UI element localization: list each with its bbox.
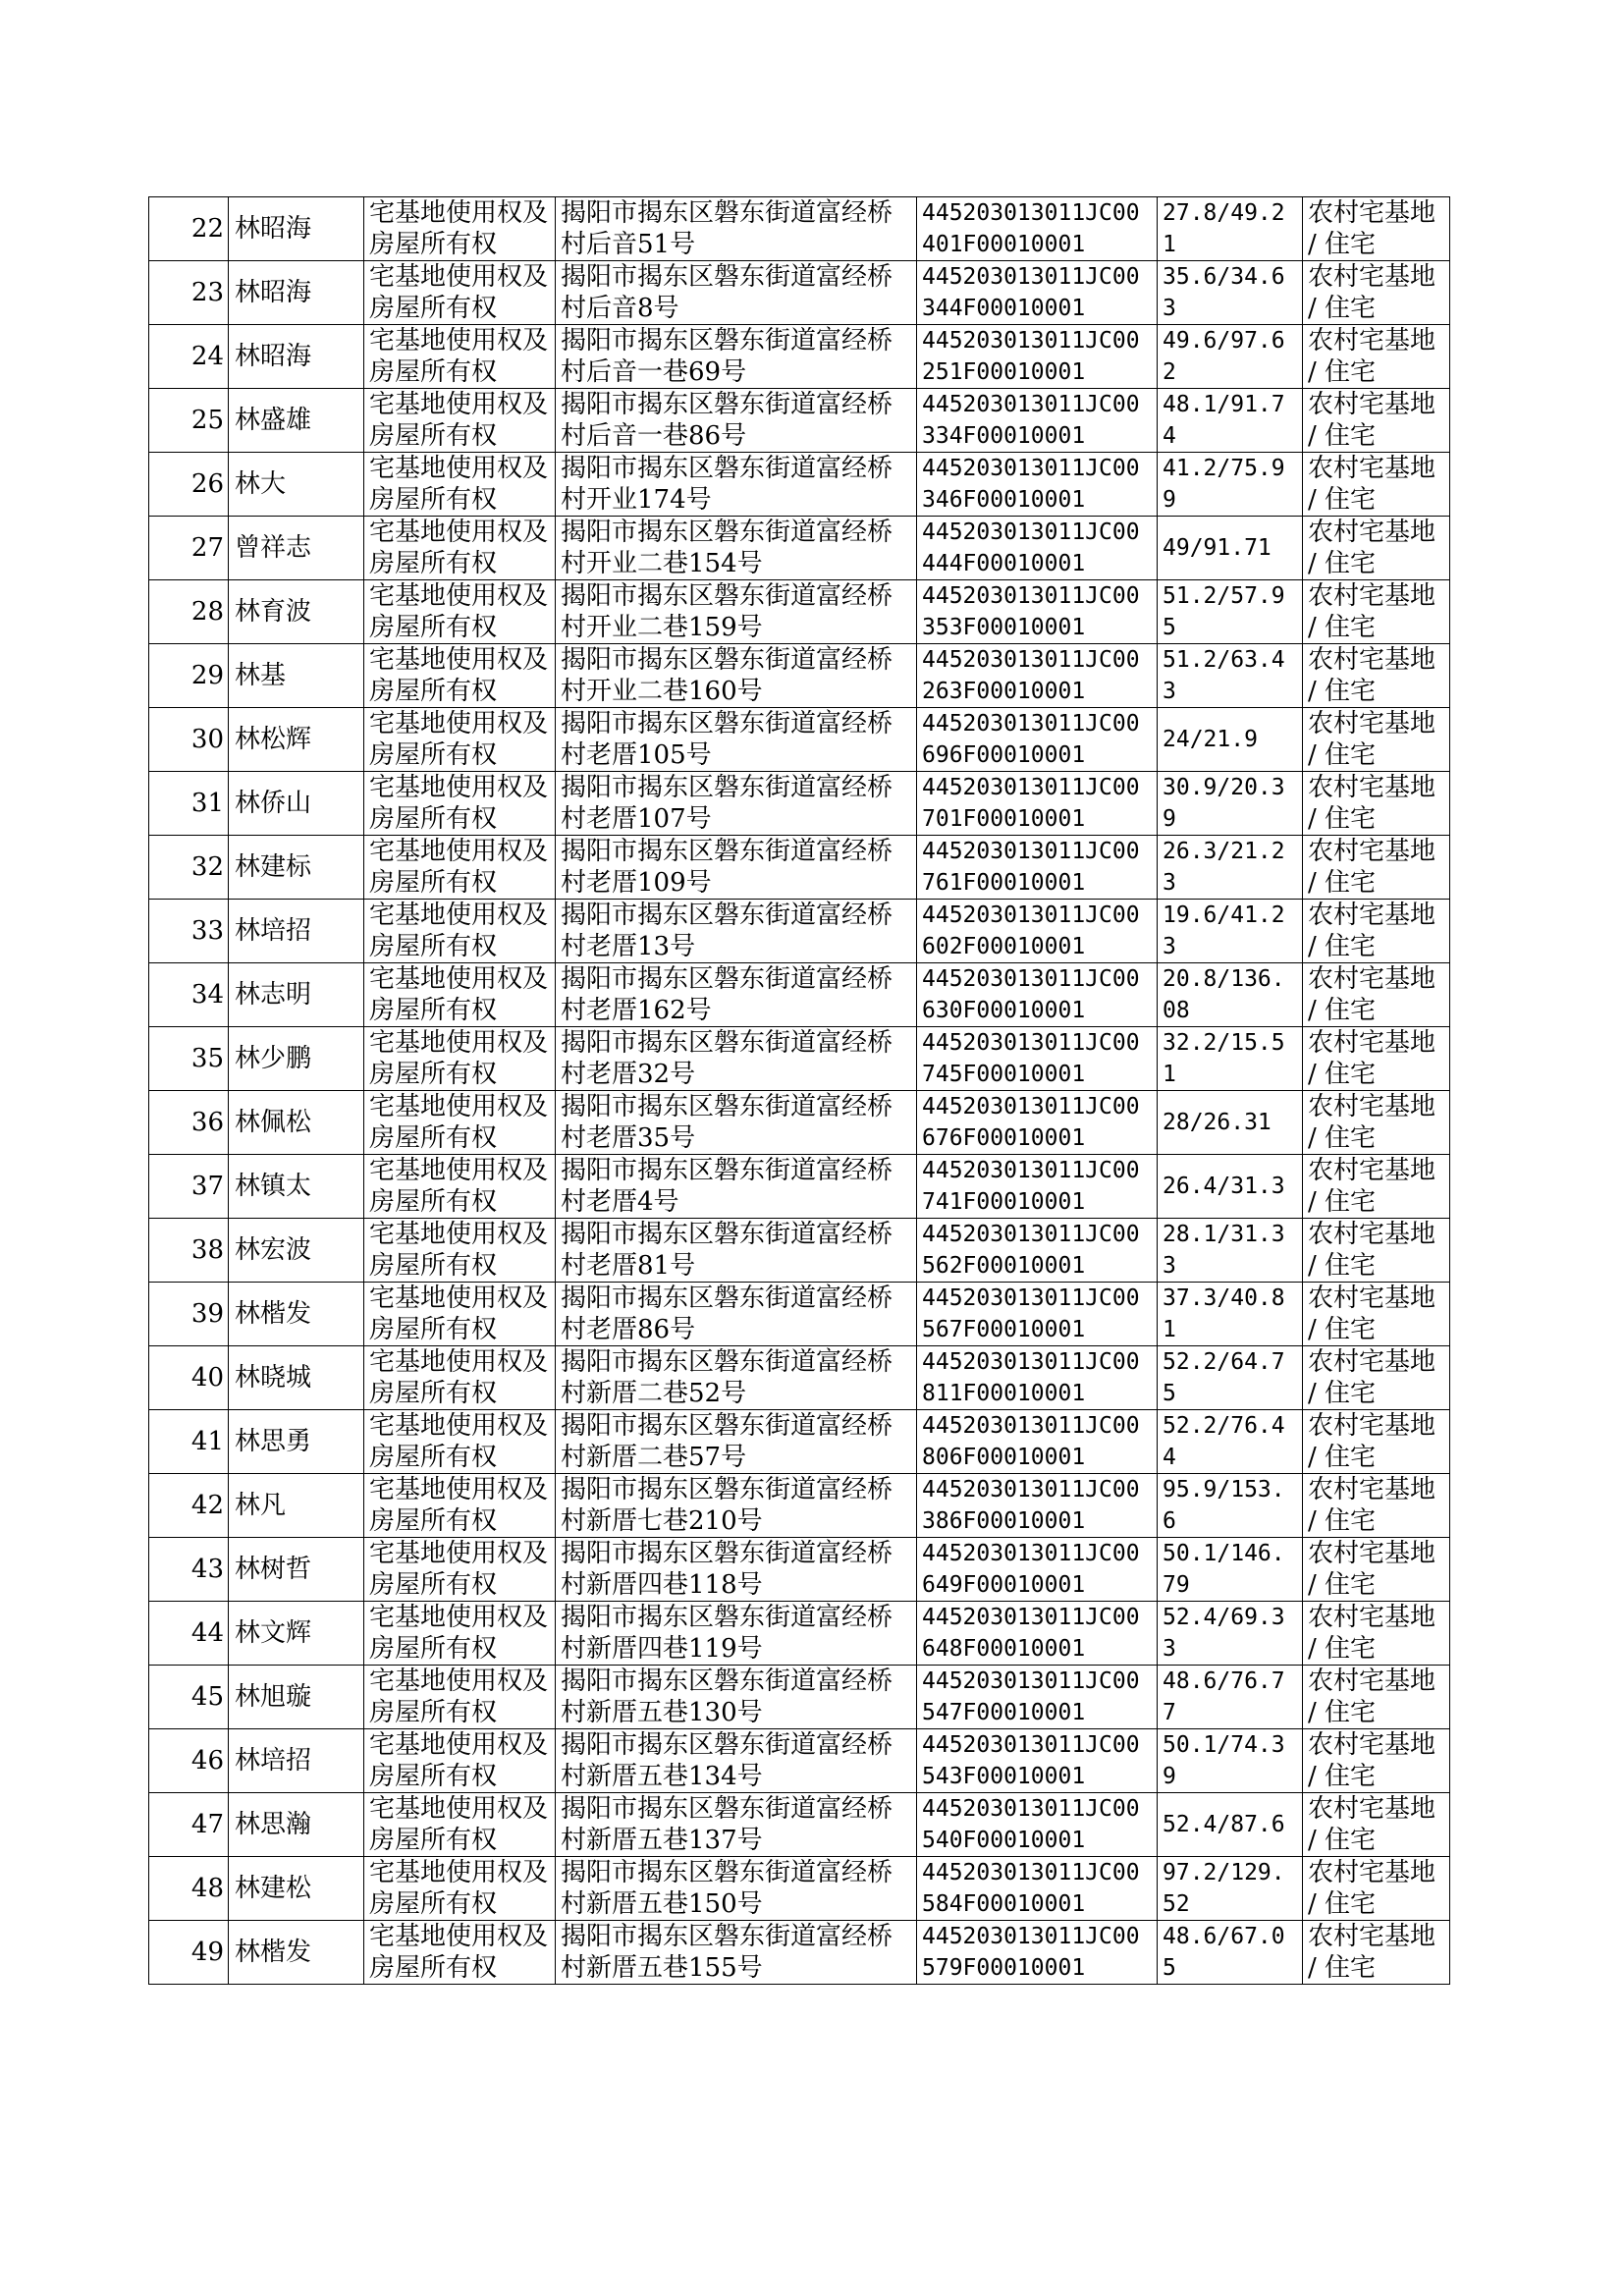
owner-name-cell: 林镇太 xyxy=(229,1155,364,1219)
unit-number-cell: 445203013011JC00676F00010001 xyxy=(917,1091,1158,1155)
unit-number-cell: 445203013011JC00741F00010001 xyxy=(917,1155,1158,1219)
location-cell: 揭阳市揭东区磐东街道富经桥村后音一巷86号 xyxy=(556,389,917,453)
unit-number-cell: 445203013011JC00346F00010001 xyxy=(917,453,1158,517)
owner-name-cell: 林宏波 xyxy=(229,1219,364,1283)
table-row xyxy=(149,197,1450,261)
table-row xyxy=(149,1602,1450,1666)
owner-name-cell: 林思勇 xyxy=(229,1410,364,1474)
table-body xyxy=(149,197,1450,1985)
owner-name-cell: 林昭海 xyxy=(229,325,364,389)
unit-number-cell: 445203013011JC00251F00010001 xyxy=(917,325,1158,389)
row-number-cell: 38 xyxy=(149,1219,229,1283)
table-row xyxy=(149,1666,1450,1729)
table-row xyxy=(149,1027,1450,1091)
unit-number-cell: 445203013011JC00602F00010001 xyxy=(917,900,1158,963)
location-cell: 揭阳市揭东区磐东街道富经桥村老厝13号 xyxy=(556,900,917,963)
location-cell: 揭阳市揭东区磐东街道富经桥村后音8号 xyxy=(556,261,917,325)
unit-number-cell: 445203013011JC00567F00010001 xyxy=(917,1283,1158,1346)
unit-number-cell: 445203013011JC00649F00010001 xyxy=(917,1538,1158,1602)
table-row xyxy=(149,389,1450,453)
area-cell: 52.4/87.6 xyxy=(1158,1793,1303,1857)
right-type-cell: 宅基地使用权及房屋所有权 xyxy=(364,1538,556,1602)
right-type-cell: 宅基地使用权及房屋所有权 xyxy=(364,1729,556,1793)
owner-name-cell: 林树哲 xyxy=(229,1538,364,1602)
usage-cell: 农村宅基地 / 住宅 xyxy=(1303,389,1450,453)
row-number-cell: 48 xyxy=(149,1857,229,1921)
owner-name-cell: 林昭海 xyxy=(229,261,364,325)
table-row xyxy=(149,1283,1450,1346)
area-cell: 48.6/76.77 xyxy=(1158,1666,1303,1729)
owner-name-cell: 林培招 xyxy=(229,1729,364,1793)
area-cell: 19.6/41.23 xyxy=(1158,900,1303,963)
usage-cell: 农村宅基地 / 住宅 xyxy=(1303,453,1450,517)
owner-name-cell: 林大 xyxy=(229,453,364,517)
row-number-cell: 26 xyxy=(149,453,229,517)
area-cell: 95.9/153.6 xyxy=(1158,1474,1303,1538)
usage-cell: 农村宅基地 / 住宅 xyxy=(1303,1538,1450,1602)
right-type-cell: 宅基地使用权及房屋所有权 xyxy=(364,453,556,517)
table-row xyxy=(149,1793,1450,1857)
table-row xyxy=(149,772,1450,836)
table-row xyxy=(149,1729,1450,1793)
unit-number-cell: 445203013011JC00648F00010001 xyxy=(917,1602,1158,1666)
right-type-cell: 宅基地使用权及房屋所有权 xyxy=(364,1091,556,1155)
row-number-cell: 27 xyxy=(149,517,229,580)
usage-cell: 农村宅基地 / 住宅 xyxy=(1303,1410,1450,1474)
table-row xyxy=(149,1155,1450,1219)
right-type-cell: 宅基地使用权及房屋所有权 xyxy=(364,580,556,644)
location-cell: 揭阳市揭东区磐东街道富经桥村老厝35号 xyxy=(556,1091,917,1155)
table-row xyxy=(149,1857,1450,1921)
area-cell: 51.2/63.43 xyxy=(1158,644,1303,708)
owner-name-cell: 林少鹏 xyxy=(229,1027,364,1091)
usage-cell: 农村宅基地 / 住宅 xyxy=(1303,900,1450,963)
right-type-cell: 宅基地使用权及房屋所有权 xyxy=(364,1857,556,1921)
usage-cell: 农村宅基地 / 住宅 xyxy=(1303,1474,1450,1538)
row-number-cell: 34 xyxy=(149,963,229,1027)
owner-name-cell: 林松辉 xyxy=(229,708,364,772)
row-number-cell: 40 xyxy=(149,1346,229,1410)
usage-cell: 农村宅基地 / 住宅 xyxy=(1303,708,1450,772)
area-cell: 30.9/20.39 xyxy=(1158,772,1303,836)
unit-number-cell: 445203013011JC00344F00010001 xyxy=(917,261,1158,325)
row-number-cell: 44 xyxy=(149,1602,229,1666)
location-cell: 揭阳市揭东区磐东街道富经桥村老厝109号 xyxy=(556,836,917,900)
unit-number-cell: 445203013011JC00401F00010001 xyxy=(917,197,1158,261)
right-type-cell: 宅基地使用权及房屋所有权 xyxy=(364,1410,556,1474)
usage-cell: 农村宅基地 / 住宅 xyxy=(1303,1793,1450,1857)
unit-number-cell: 445203013011JC00540F00010001 xyxy=(917,1793,1158,1857)
registry-table xyxy=(148,196,1450,1985)
usage-cell: 农村宅基地 / 住宅 xyxy=(1303,1219,1450,1283)
area-cell: 32.2/15.51 xyxy=(1158,1027,1303,1091)
right-type-cell: 宅基地使用权及房屋所有权 xyxy=(364,900,556,963)
row-number-cell: 32 xyxy=(149,836,229,900)
owner-name-cell: 林基 xyxy=(229,644,364,708)
usage-cell: 农村宅基地 / 住宅 xyxy=(1303,1346,1450,1410)
table-row xyxy=(149,453,1450,517)
right-type-cell: 宅基地使用权及房屋所有权 xyxy=(364,1793,556,1857)
unit-number-cell: 445203013011JC00701F00010001 xyxy=(917,772,1158,836)
usage-cell: 农村宅基地 / 住宅 xyxy=(1303,1857,1450,1921)
owner-name-cell: 林志明 xyxy=(229,963,364,1027)
owner-name-cell: 林昭海 xyxy=(229,197,364,261)
usage-cell: 农村宅基地 / 住宅 xyxy=(1303,772,1450,836)
area-cell: 49.6/97.62 xyxy=(1158,325,1303,389)
owner-name-cell: 林凡 xyxy=(229,1474,364,1538)
location-cell: 揭阳市揭东区磐东街道富经桥村新厝二巷57号 xyxy=(556,1410,917,1474)
area-cell: 48.6/67.05 xyxy=(1158,1921,1303,1985)
usage-cell: 农村宅基地 / 住宅 xyxy=(1303,517,1450,580)
usage-cell: 农村宅基地 / 住宅 xyxy=(1303,1283,1450,1346)
owner-name-cell: 林晓城 xyxy=(229,1346,364,1410)
unit-number-cell: 445203013011JC00353F00010001 xyxy=(917,580,1158,644)
right-type-cell: 宅基地使用权及房屋所有权 xyxy=(364,1027,556,1091)
table-row xyxy=(149,580,1450,644)
area-cell: 28/26.31 xyxy=(1158,1091,1303,1155)
location-cell: 揭阳市揭东区磐东街道富经桥村老厝86号 xyxy=(556,1283,917,1346)
owner-name-cell: 曾祥志 xyxy=(229,517,364,580)
right-type-cell: 宅基地使用权及房屋所有权 xyxy=(364,963,556,1027)
usage-cell: 农村宅基地 / 住宅 xyxy=(1303,197,1450,261)
area-cell: 26.4/31.3 xyxy=(1158,1155,1303,1219)
usage-cell: 农村宅基地 / 住宅 xyxy=(1303,1602,1450,1666)
owner-name-cell: 林培招 xyxy=(229,900,364,963)
right-type-cell: 宅基地使用权及房屋所有权 xyxy=(364,325,556,389)
right-type-cell: 宅基地使用权及房屋所有权 xyxy=(364,389,556,453)
table-row xyxy=(149,1091,1450,1155)
usage-cell: 农村宅基地 / 住宅 xyxy=(1303,325,1450,389)
location-cell: 揭阳市揭东区磐东街道富经桥村新厝五巷130号 xyxy=(556,1666,917,1729)
owner-name-cell: 林楷发 xyxy=(229,1283,364,1346)
area-cell: 24/21.9 xyxy=(1158,708,1303,772)
unit-number-cell: 445203013011JC00543F00010001 xyxy=(917,1729,1158,1793)
location-cell: 揭阳市揭东区磐东街道富经桥村老厝81号 xyxy=(556,1219,917,1283)
table-row xyxy=(149,1219,1450,1283)
row-number-cell: 36 xyxy=(149,1091,229,1155)
location-cell: 揭阳市揭东区磐东街道富经桥村新厝二巷52号 xyxy=(556,1346,917,1410)
location-cell: 揭阳市揭东区磐东街道富经桥村新厝五巷150号 xyxy=(556,1857,917,1921)
right-type-cell: 宅基地使用权及房屋所有权 xyxy=(364,1921,556,1985)
area-cell: 26.3/21.23 xyxy=(1158,836,1303,900)
table-row xyxy=(149,1921,1450,1985)
usage-cell: 农村宅基地 / 住宅 xyxy=(1303,1921,1450,1985)
usage-cell: 农村宅基地 / 住宅 xyxy=(1303,1155,1450,1219)
right-type-cell: 宅基地使用权及房屋所有权 xyxy=(364,644,556,708)
area-cell: 48.1/91.74 xyxy=(1158,389,1303,453)
location-cell: 揭阳市揭东区磐东街道富经桥村新厝四巷119号 xyxy=(556,1602,917,1666)
usage-cell: 农村宅基地 / 住宅 xyxy=(1303,1729,1450,1793)
area-cell: 50.1/74.39 xyxy=(1158,1729,1303,1793)
owner-name-cell: 林旭璇 xyxy=(229,1666,364,1729)
unit-number-cell: 445203013011JC00562F00010001 xyxy=(917,1219,1158,1283)
area-cell: 28.1/31.33 xyxy=(1158,1219,1303,1283)
owner-name-cell: 林思瀚 xyxy=(229,1793,364,1857)
row-number-cell: 37 xyxy=(149,1155,229,1219)
unit-number-cell: 445203013011JC00444F00010001 xyxy=(917,517,1158,580)
row-number-cell: 35 xyxy=(149,1027,229,1091)
location-cell: 揭阳市揭东区磐东街道富经桥村老厝32号 xyxy=(556,1027,917,1091)
table-row xyxy=(149,517,1450,580)
area-cell: 52.4/69.33 xyxy=(1158,1602,1303,1666)
right-type-cell: 宅基地使用权及房屋所有权 xyxy=(364,708,556,772)
area-cell: 52.2/76.44 xyxy=(1158,1410,1303,1474)
table-row xyxy=(149,963,1450,1027)
right-type-cell: 宅基地使用权及房屋所有权 xyxy=(364,836,556,900)
right-type-cell: 宅基地使用权及房屋所有权 xyxy=(364,1155,556,1219)
owner-name-cell: 林楷发 xyxy=(229,1921,364,1985)
row-number-cell: 49 xyxy=(149,1921,229,1985)
right-type-cell: 宅基地使用权及房屋所有权 xyxy=(364,1219,556,1283)
right-type-cell: 宅基地使用权及房屋所有权 xyxy=(364,197,556,261)
usage-cell: 农村宅基地 / 住宅 xyxy=(1303,963,1450,1027)
unit-number-cell: 445203013011JC00630F00010001 xyxy=(917,963,1158,1027)
right-type-cell: 宅基地使用权及房屋所有权 xyxy=(364,1602,556,1666)
location-cell: 揭阳市揭东区磐东街道富经桥村老厝105号 xyxy=(556,708,917,772)
location-cell: 揭阳市揭东区磐东街道富经桥村开业二巷154号 xyxy=(556,517,917,580)
row-number-cell: 30 xyxy=(149,708,229,772)
table-row xyxy=(149,708,1450,772)
usage-cell: 农村宅基地 / 住宅 xyxy=(1303,644,1450,708)
table-row xyxy=(149,1410,1450,1474)
row-number-cell: 28 xyxy=(149,580,229,644)
area-cell: 20.8/136.08 xyxy=(1158,963,1303,1027)
row-number-cell: 42 xyxy=(149,1474,229,1538)
owner-name-cell: 林育波 xyxy=(229,580,364,644)
usage-cell: 农村宅基地 / 住宅 xyxy=(1303,1666,1450,1729)
owner-name-cell: 林盛雄 xyxy=(229,389,364,453)
usage-cell: 农村宅基地 / 住宅 xyxy=(1303,836,1450,900)
table-row xyxy=(149,261,1450,325)
table-row xyxy=(149,900,1450,963)
row-number-cell: 29 xyxy=(149,644,229,708)
location-cell: 揭阳市揭东区磐东街道富经桥村新厝四巷118号 xyxy=(556,1538,917,1602)
unit-number-cell: 445203013011JC00386F00010001 xyxy=(917,1474,1158,1538)
owner-name-cell: 林文辉 xyxy=(229,1602,364,1666)
unit-number-cell: 445203013011JC00745F00010001 xyxy=(917,1027,1158,1091)
table-row xyxy=(149,644,1450,708)
table-row xyxy=(149,1474,1450,1538)
unit-number-cell: 445203013011JC00696F00010001 xyxy=(917,708,1158,772)
area-cell: 27.8/49.21 xyxy=(1158,197,1303,261)
row-number-cell: 47 xyxy=(149,1793,229,1857)
row-number-cell: 45 xyxy=(149,1666,229,1729)
row-number-cell: 33 xyxy=(149,900,229,963)
area-cell: 52.2/64.75 xyxy=(1158,1346,1303,1410)
usage-cell: 农村宅基地 / 住宅 xyxy=(1303,1091,1450,1155)
usage-cell: 农村宅基地 / 住宅 xyxy=(1303,1027,1450,1091)
area-cell: 41.2/75.99 xyxy=(1158,453,1303,517)
unit-number-cell: 445203013011JC00547F00010001 xyxy=(917,1666,1158,1729)
right-type-cell: 宅基地使用权及房屋所有权 xyxy=(364,1474,556,1538)
row-number-cell: 23 xyxy=(149,261,229,325)
row-number-cell: 25 xyxy=(149,389,229,453)
area-cell: 97.2/129.52 xyxy=(1158,1857,1303,1921)
area-cell: 50.1/146.79 xyxy=(1158,1538,1303,1602)
unit-number-cell: 445203013011JC00579F00010001 xyxy=(917,1921,1158,1985)
unit-number-cell: 445203013011JC00811F00010001 xyxy=(917,1346,1158,1410)
location-cell: 揭阳市揭东区磐东街道富经桥村后音51号 xyxy=(556,197,917,261)
usage-cell: 农村宅基地 / 住宅 xyxy=(1303,580,1450,644)
owner-name-cell: 林佩松 xyxy=(229,1091,364,1155)
table-row xyxy=(149,1538,1450,1602)
location-cell: 揭阳市揭东区磐东街道富经桥村开业174号 xyxy=(556,453,917,517)
location-cell: 揭阳市揭东区磐东街道富经桥村开业二巷159号 xyxy=(556,580,917,644)
row-number-cell: 41 xyxy=(149,1410,229,1474)
location-cell: 揭阳市揭东区磐东街道富经桥村老厝107号 xyxy=(556,772,917,836)
location-cell: 揭阳市揭东区磐东街道富经桥村新厝五巷134号 xyxy=(556,1729,917,1793)
right-type-cell: 宅基地使用权及房屋所有权 xyxy=(364,1283,556,1346)
row-number-cell: 24 xyxy=(149,325,229,389)
location-cell: 揭阳市揭东区磐东街道富经桥村新厝七巷210号 xyxy=(556,1474,917,1538)
location-cell: 揭阳市揭东区磐东街道富经桥村开业二巷160号 xyxy=(556,644,917,708)
location-cell: 揭阳市揭东区磐东街道富经桥村新厝五巷155号 xyxy=(556,1921,917,1985)
owner-name-cell: 林建标 xyxy=(229,836,364,900)
table-row xyxy=(149,1346,1450,1410)
location-cell: 揭阳市揭东区磐东街道富经桥村后音一巷69号 xyxy=(556,325,917,389)
unit-number-cell: 445203013011JC00761F00010001 xyxy=(917,836,1158,900)
right-type-cell: 宅基地使用权及房屋所有权 xyxy=(364,772,556,836)
location-cell: 揭阳市揭东区磐东街道富经桥村新厝五巷137号 xyxy=(556,1793,917,1857)
table-row xyxy=(149,325,1450,389)
location-cell: 揭阳市揭东区磐东街道富经桥村老厝4号 xyxy=(556,1155,917,1219)
row-number-cell: 46 xyxy=(149,1729,229,1793)
area-cell: 51.2/57.95 xyxy=(1158,580,1303,644)
row-number-cell: 31 xyxy=(149,772,229,836)
right-type-cell: 宅基地使用权及房屋所有权 xyxy=(364,1346,556,1410)
owner-name-cell: 林建松 xyxy=(229,1857,364,1921)
area-cell: 49/91.71 xyxy=(1158,517,1303,580)
row-number-cell: 43 xyxy=(149,1538,229,1602)
row-number-cell: 22 xyxy=(149,197,229,261)
area-cell: 35.6/34.63 xyxy=(1158,261,1303,325)
row-number-cell: 39 xyxy=(149,1283,229,1346)
right-type-cell: 宅基地使用权及房屋所有权 xyxy=(364,1666,556,1729)
right-type-cell: 宅基地使用权及房屋所有权 xyxy=(364,517,556,580)
table-row xyxy=(149,836,1450,900)
unit-number-cell: 445203013011JC00334F00010001 xyxy=(917,389,1158,453)
unit-number-cell: 445203013011JC00806F00010001 xyxy=(917,1410,1158,1474)
unit-number-cell: 445203013011JC00584F00010001 xyxy=(917,1857,1158,1921)
right-type-cell: 宅基地使用权及房屋所有权 xyxy=(364,261,556,325)
location-cell: 揭阳市揭东区磐东街道富经桥村老厝162号 xyxy=(556,963,917,1027)
area-cell: 37.3/40.81 xyxy=(1158,1283,1303,1346)
unit-number-cell: 445203013011JC00263F00010001 xyxy=(917,644,1158,708)
owner-name-cell: 林侨山 xyxy=(229,772,364,836)
usage-cell: 农村宅基地 / 住宅 xyxy=(1303,261,1450,325)
